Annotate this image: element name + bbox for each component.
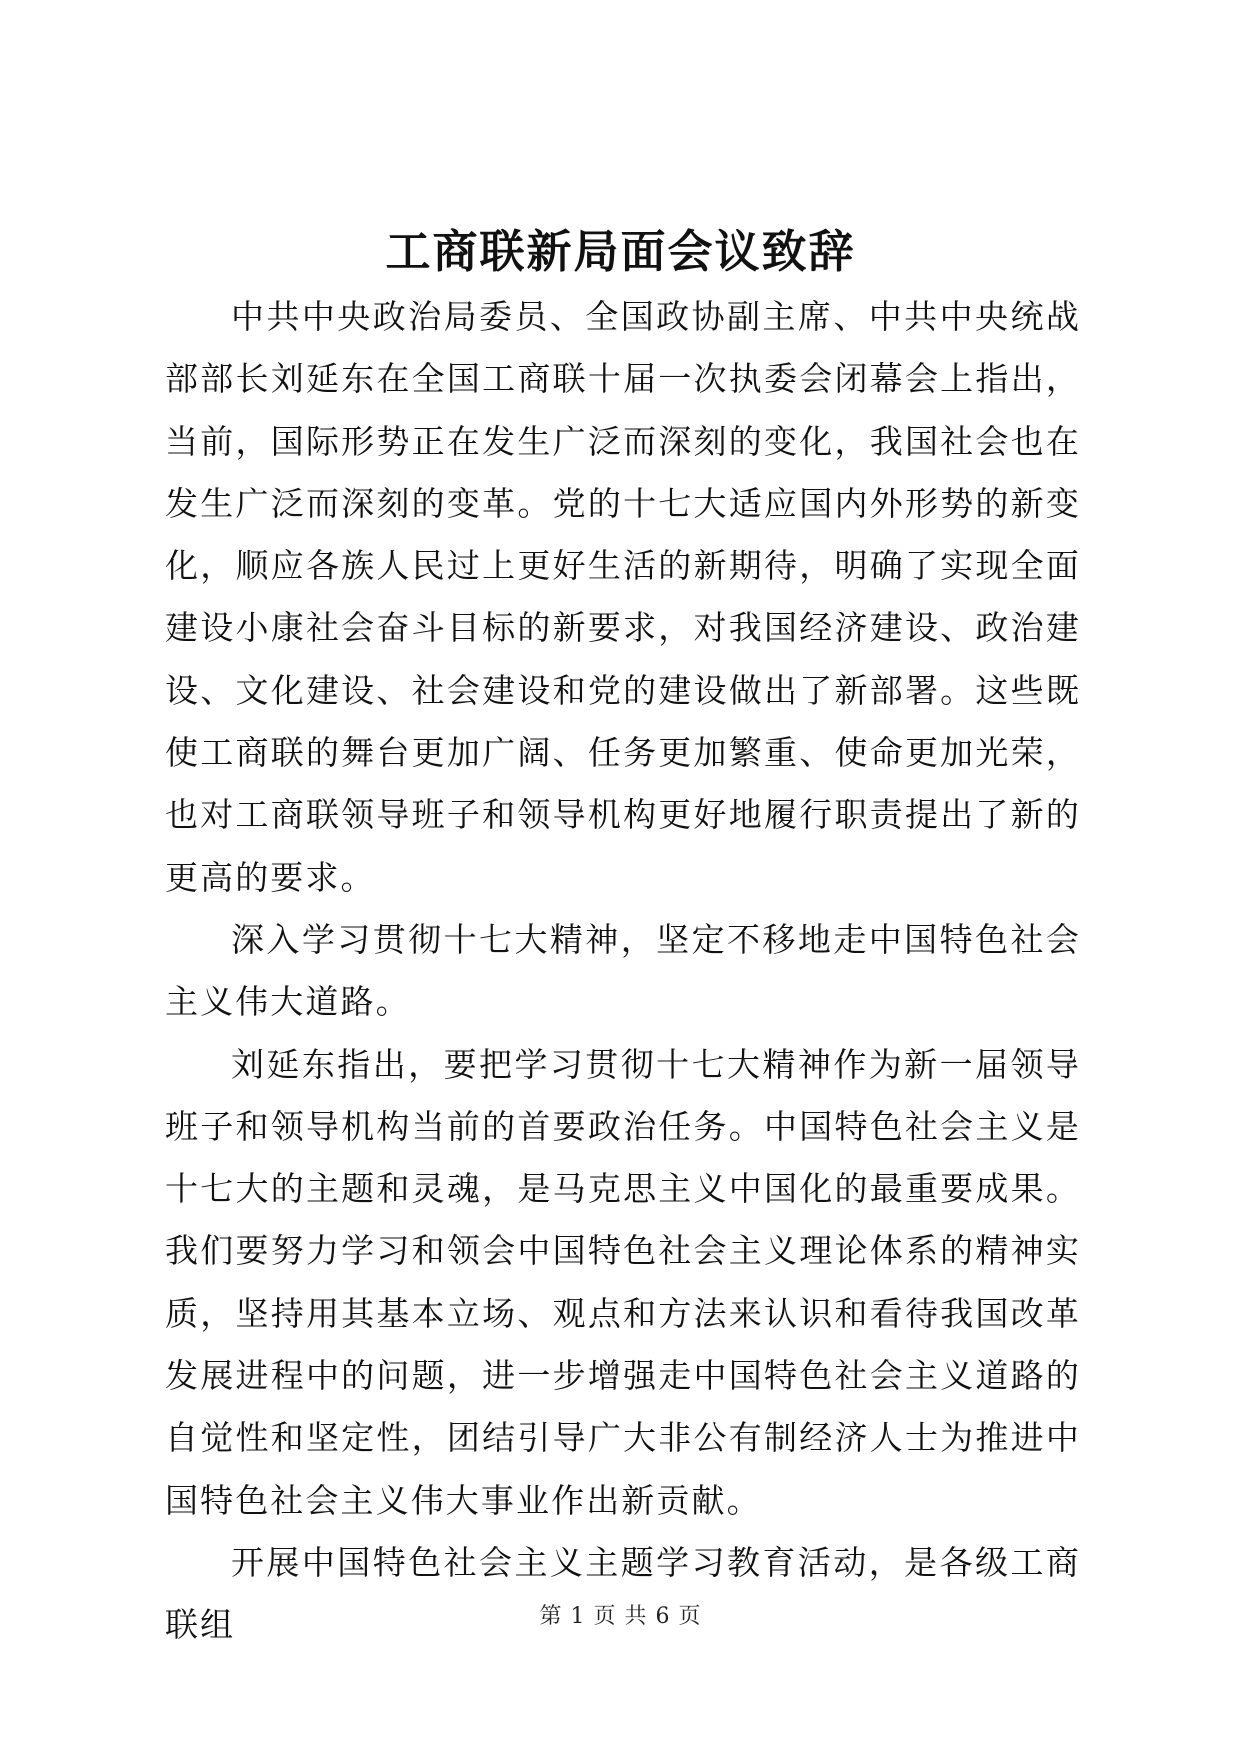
- paragraph: 开展中国特色社会主义主题学习教育活动，是各级工商联组: [165, 1542, 1081, 1645]
- document-body: [165, 286, 1081, 1657]
- paragraph: 中共中央政治局委员、全国政协副主席、中共中央统战部部长刘延东在全国工商联十届一次执委会闭幕会上指出，当前，国际形势正在发生广泛而深刻的变化，我国社会也在发生广泛而深刻的变革。党的十七大适应国内外形势的新变化，顺应各族人民过上更好生活的新期待，明确了实现全面建设小康社会奋斗目标的新要求，对我国经济建设、政治建设、文化建设、社会建设和党的建设做出了新部署。这些既使工商联的舞台更加广阔、任务更加繁重、使命更加光荣，也对工商联领导班子和领导机构更好地履行职责提出了新的更高的要求。: [165, 297, 1081, 897]
- page-footer: [0, 1602, 1241, 1632]
- paragraph: 刘延东指出，要把学习贯彻十七大精神作为新一届领导班子和领导机构当前的首要政治任务。中国特色社会主义是十七大的主题和灵魂，是马克思主义中国化的最重要成果。我们要努力学习和领会中国特色社会主义理论体系的精神实质，坚持用其基本立场、观点和方法来认识和看待我国改革发展进程中的问题，进一步增强走中国特色社会主义道路的自觉性和坚定性，团结引导广大非公有制经济人士为推进中国特色社会主义伟大事业作出新贡献。: [165, 1044, 1081, 1520]
- page-number: 第 1 页 共 6 页: [539, 1604, 702, 1629]
- page-title: 工商联新局面会议致辞: [385, 225, 856, 278]
- paragraph: 深入学习贯彻十七大精神，坚定不移地走中国特色社会主义伟大道路。: [165, 919, 1081, 1022]
